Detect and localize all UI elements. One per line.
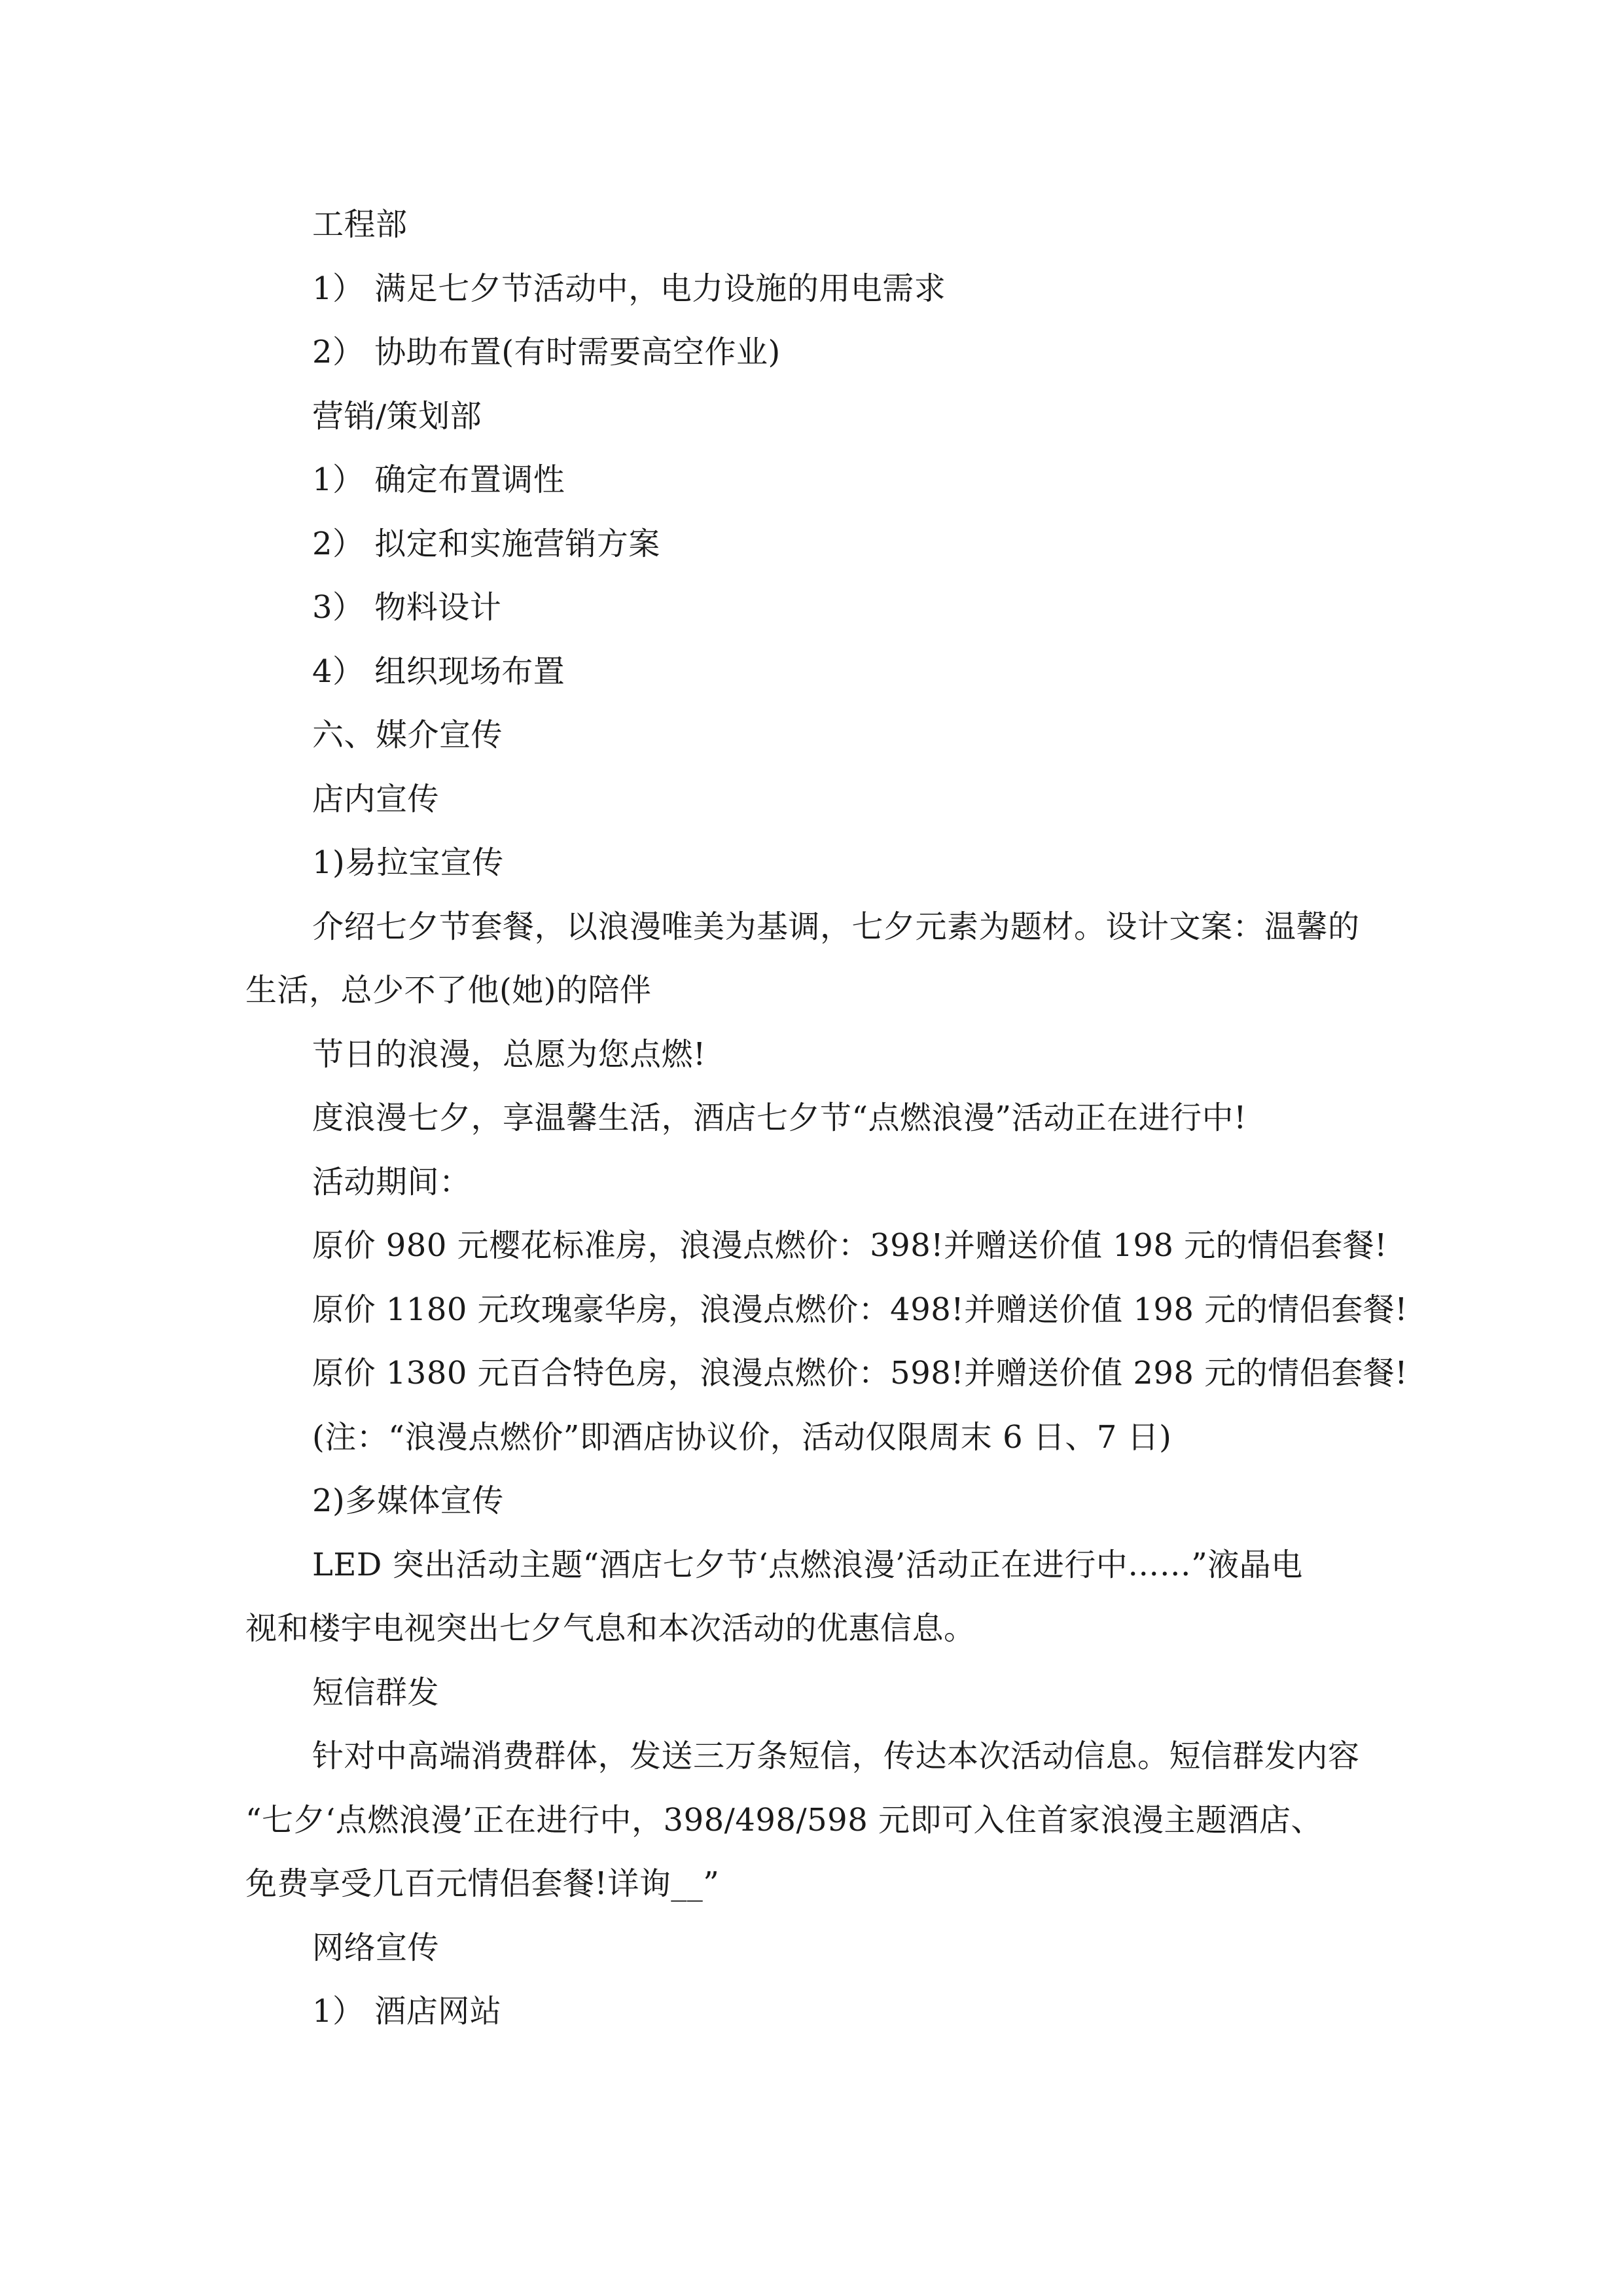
- list-item: 2） 协助布置(有时需要高空作业): [312, 334, 781, 370]
- paragraph-line: “七夕‘点燃浪漫’正在进行中，398/498/598 元即可入住首家浪漫主题酒店、: [245, 1801, 1323, 1839]
- paragraph-line: 节日的浪漫，总愿为您点燃!: [312, 1035, 706, 1073]
- subsection-heading: 网络宣传: [312, 1929, 440, 1966]
- list-item: 1） 酒店网站: [312, 1993, 502, 2030]
- subsection-heading: 短信群发: [312, 1674, 440, 1711]
- subsection-heading: 店内宣传: [312, 780, 440, 817]
- list-item: 2） 拟定和实施营销方案: [312, 525, 660, 562]
- paragraph-line: 介绍七夕节套餐，以浪漫唯美为基调，七夕元素为题材。设计文案：温馨的: [312, 908, 1360, 945]
- section-heading: 工程部: [312, 206, 408, 243]
- list-item: 1） 满足七夕节活动中，电力设施的用电需求: [312, 270, 946, 307]
- list-item: 3） 物料设计: [312, 589, 502, 626]
- list-item: 1)易拉宝宣传: [312, 844, 504, 881]
- list-item: 2)多媒体宣传: [312, 1482, 504, 1519]
- section-heading: 六、媒介宣传: [312, 717, 503, 753]
- price-line: 原价 1380 元百合特色房，浪漫点燃价：598!并赠送价值 298 元的情侣套餐!: [312, 1355, 1408, 1391]
- document-body: [245, 193, 1408, 2044]
- paragraph-line: 度浪漫七夕，享温馨生活，酒店七夕节“点燃浪漫”活动正在进行中!: [312, 1100, 1247, 1136]
- list-item: 4） 组织现场布置: [312, 653, 565, 690]
- paragraph-line: LED 突出活动主题“酒店七夕节‘点燃浪漫’活动正在进行中……”液晶电: [312, 1546, 1303, 1583]
- section-heading: 营销/策划部: [312, 397, 482, 435]
- price-line: 原价 1180 元玫瑰豪华房，浪漫点燃价：498!并赠送价值 198 元的情侣套餐!: [312, 1291, 1408, 1328]
- list-item: 1） 确定布置调性: [312, 461, 565, 498]
- paragraph-line: 活动期间：: [312, 1163, 471, 1200]
- paragraph-line: 生活，总少不了他(她)的陪伴: [245, 972, 652, 1009]
- paragraph-line: 视和楼宇电视突出七夕气息和本次活动的优惠信息。: [245, 1610, 976, 1647]
- price-line: 原价 980 元樱花标准房，浪漫点燃价：398!并赠送价值 198 元的情侣套餐!: [312, 1227, 1387, 1264]
- note-line: (注：“浪漫点燃价”即酒店协议价，活动仅限周末 6 日、7 日): [312, 1418, 1172, 1456]
- paragraph-line: 针对中高端消费群体，发送三万条短信，传达本次活动信息。短信群发内容: [312, 1738, 1360, 1774]
- paragraph-line: 免费享受几百元情侣套餐!详询__”: [245, 1865, 720, 1902]
